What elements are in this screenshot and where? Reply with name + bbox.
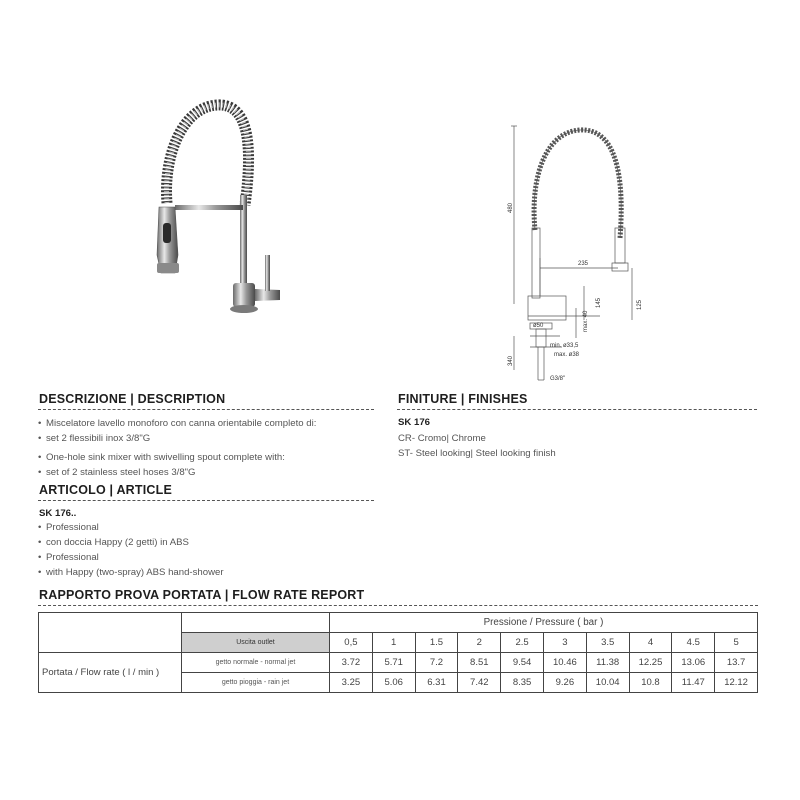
article-item: • Professional <box>38 520 378 535</box>
flow-value: 10.04 <box>586 673 629 693</box>
article-title: ARTICOLO | ARTICLE <box>39 483 173 497</box>
article-item: • Professional <box>38 550 378 565</box>
dim-g38: G3/8" <box>550 376 566 382</box>
flow-value: 11.38 <box>586 653 629 673</box>
description-divider <box>38 409 374 410</box>
table-corner <box>39 633 182 653</box>
dim-480: 480 <box>508 202 514 213</box>
pressure-cell: 1 <box>372 633 415 653</box>
finishes-title: FINITURE | FINISHES <box>398 392 528 406</box>
dim-340: 340 <box>508 355 514 366</box>
flow-value: 13.7 <box>715 653 758 673</box>
dim-125: 125 <box>637 299 643 310</box>
pressure-cell: 2 <box>458 633 501 653</box>
jet-name: getto normale - normal jet <box>182 653 330 673</box>
article-divider <box>38 500 374 501</box>
flow-value: 5.06 <box>372 673 415 693</box>
flow-rate-table <box>38 612 758 693</box>
flow-value: 7.42 <box>458 673 501 693</box>
flow-title: RAPPORTO PROVA PORTATA | FLOW RATE REPORT <box>39 588 365 602</box>
dim-145: 145 <box>596 297 602 308</box>
article-item: • with Happy (two-spray) ABS hand-shower <box>38 565 378 580</box>
flow-value: 11.47 <box>672 673 715 693</box>
finishes-divider <box>397 409 757 410</box>
finishes-code: SK 176 <box>398 417 430 428</box>
pressure-cell: 4 <box>629 633 672 653</box>
dim-min335: min. ø33,5 <box>550 343 579 349</box>
description-item: • set 2 flessibili inox 3/8"G <box>38 431 378 446</box>
dim-max38: max. ø38 <box>554 352 580 358</box>
description-list <box>38 416 378 480</box>
flow-value: 6.31 <box>415 673 458 693</box>
flow-value: 8.51 <box>458 653 501 673</box>
description-title: DESCRIZIONE | DESCRIPTION <box>39 392 226 406</box>
technical-drawing <box>500 118 660 390</box>
flow-value: 9.54 <box>501 653 544 673</box>
description-item: • set of 2 stainless steel hoses 3/8"G <box>38 465 378 480</box>
article-item: • con doccia Happy (2 getti) in ABS <box>38 535 378 550</box>
flow-value: 10.46 <box>543 653 586 673</box>
description-item: • Miscelatore lavello monoforo con canna orientabile completo di: <box>38 416 378 431</box>
dim-phi50: ø50 <box>533 323 544 329</box>
pressure-cell: 3.5 <box>586 633 629 653</box>
description-item: • One-hole sink mixer with swivelling spout complete with: <box>38 450 378 465</box>
flow-rate-label: Portata / Flow rate ( l / min ) <box>39 653 182 693</box>
pressure-cell: 3 <box>543 633 586 653</box>
pressure-header: Pressione / Pressure ( bar ) <box>330 613 758 633</box>
table-corner-blank <box>182 613 330 633</box>
flow-value: 13.06 <box>672 653 715 673</box>
pressure-cell: 2.5 <box>501 633 544 653</box>
flow-value: 12.25 <box>629 653 672 673</box>
table-row <box>39 653 758 673</box>
finish-chrome: CR- Cromo| Chrome <box>398 433 486 444</box>
table-corner <box>39 613 182 633</box>
pressure-cell: 1.5 <box>415 633 458 653</box>
flow-value: 7.2 <box>415 653 458 673</box>
flow-value: 10.8 <box>629 673 672 693</box>
article-code: SK 176.. <box>39 508 77 519</box>
pressure-cell: 0,5 <box>330 633 373 653</box>
finish-steel: ST- Steel looking| Steel looking finish <box>398 448 556 459</box>
flow-value: 5.71 <box>372 653 415 673</box>
flow-value: 3.72 <box>330 653 373 673</box>
flow-value: 9.26 <box>543 673 586 693</box>
flow-value: 12.12 <box>715 673 758 693</box>
pressure-cell: 5 <box>715 633 758 653</box>
flow-value: 8.35 <box>501 673 544 693</box>
product-photo <box>145 95 295 335</box>
dim-max40: max. 40 <box>583 310 589 332</box>
flow-divider <box>38 605 758 606</box>
outlet-header: Uscita outlet <box>182 633 330 653</box>
pressure-cell: 4.5 <box>672 633 715 653</box>
article-list <box>38 520 378 580</box>
dim-235: 235 <box>578 261 589 267</box>
jet-name: getto pioggia - rain jet <box>182 673 330 693</box>
flow-value: 3.25 <box>330 673 373 693</box>
